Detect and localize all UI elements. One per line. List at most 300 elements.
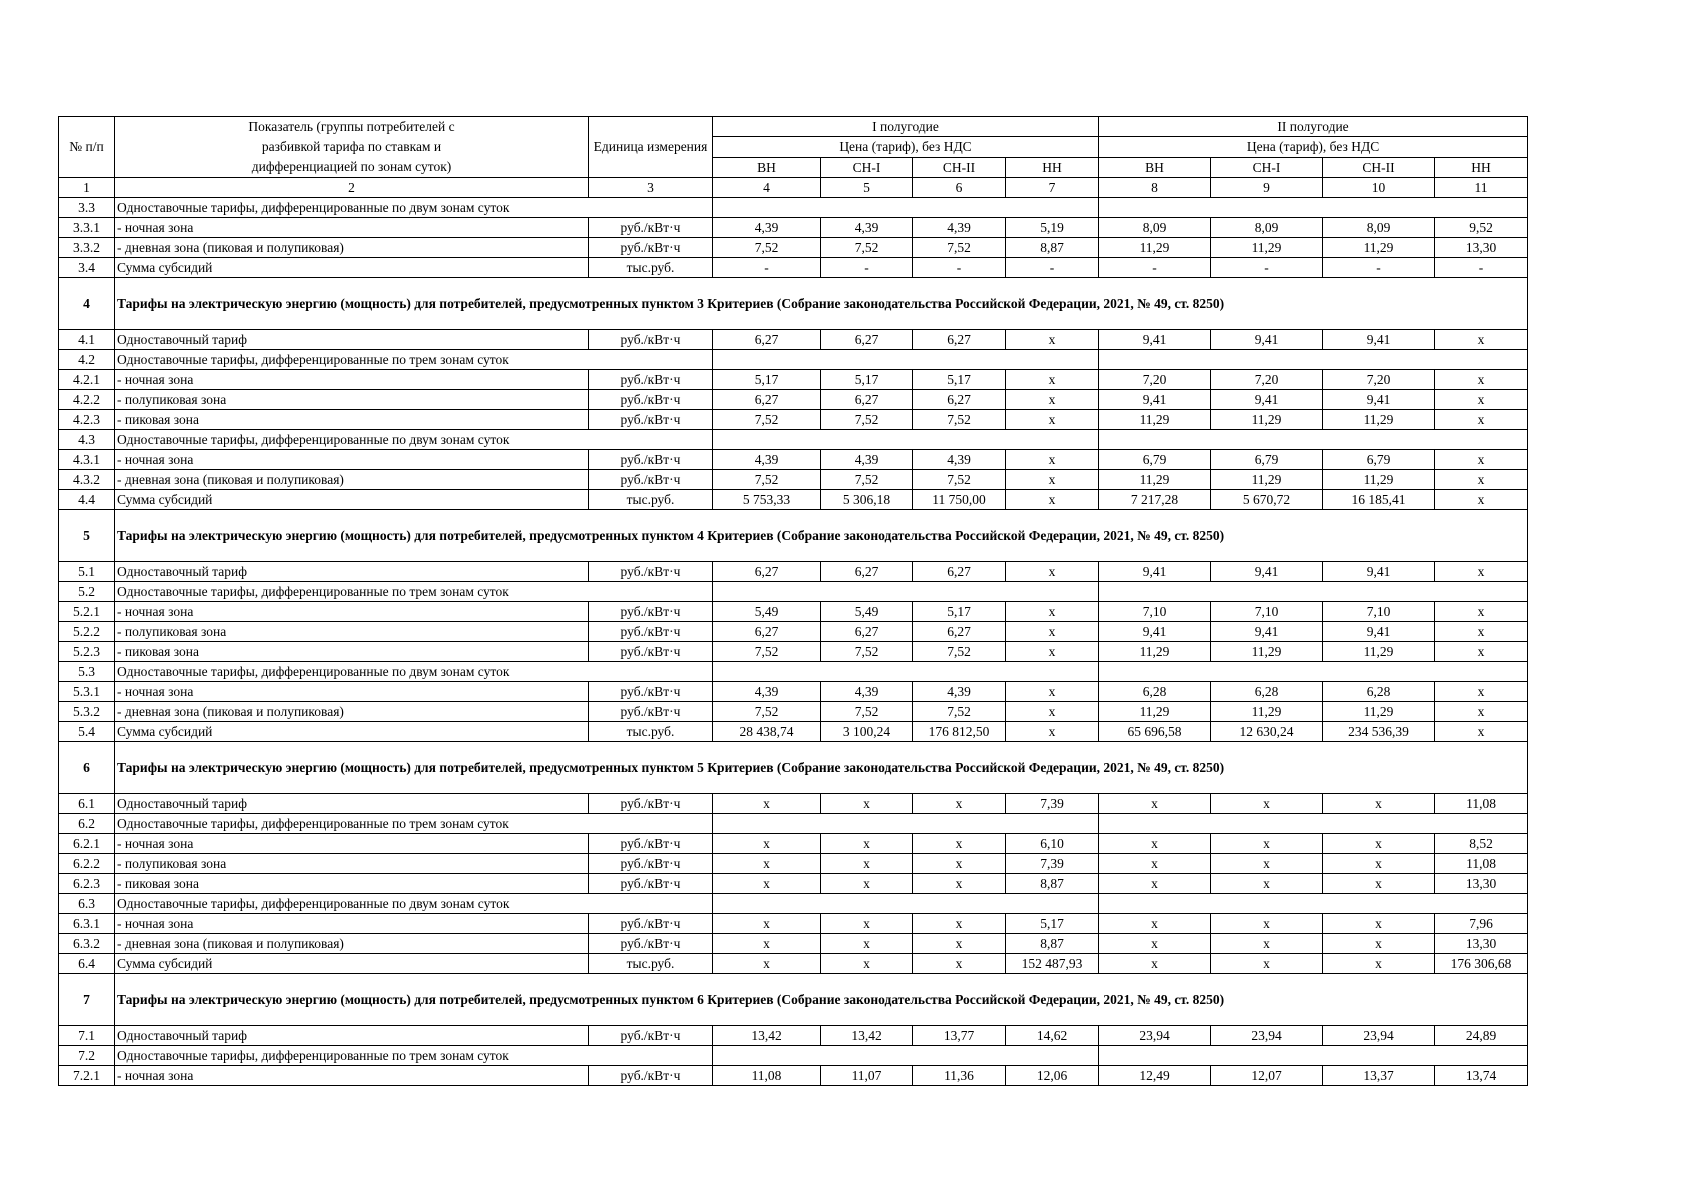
empty-cell [1099,1046,1528,1066]
value-cell: 12,07 [1211,1066,1323,1086]
row-unit: руб./кВт·ч [589,874,713,894]
row-number: 6.2.2 [59,854,115,874]
value-cell: - [713,258,821,278]
value-cell: 11,29 [1211,702,1323,722]
value-cell: 176 306,68 [1435,954,1528,974]
row-number: 4.2.1 [59,370,115,390]
value-cell: х [1435,602,1528,622]
value-cell: х [1006,390,1099,410]
row-number: 6.3.2 [59,934,115,954]
group-label: Одноставочные тарифы, дифференцированные по трем зонам суток [115,582,713,602]
col-number: 5 [821,178,913,198]
value-cell: х [913,934,1006,954]
row-number: 6.2 [59,814,115,834]
value-cell: х [821,874,913,894]
empty-cell [713,430,1099,450]
section-row [59,974,1528,1026]
row-number: 3.3 [59,198,115,218]
value-cell: 8,87 [1006,238,1099,258]
value-cell: х [1211,954,1323,974]
row-unit: руб./кВт·ч [589,602,713,622]
value-cell: х [821,834,913,854]
value-cell: 7,10 [1323,602,1435,622]
group-row [59,814,1528,834]
value-cell: х [1435,702,1528,722]
tariff-table [58,116,1528,1086]
value-cell: 4,39 [821,218,913,238]
section-row [59,510,1528,562]
value-cell: х [1211,834,1323,854]
empty-cell [1099,430,1528,450]
value-cell: 9,41 [1099,622,1211,642]
value-cell: 6,79 [1099,450,1211,470]
value-cell: - [1435,258,1528,278]
value-cell: х [821,934,913,954]
value-cell: 9,41 [1211,390,1323,410]
row-number: 6.2.1 [59,834,115,854]
header-price-2: Цена (тариф), без НДС [1099,137,1528,157]
value-cell: 11,29 [1099,642,1211,662]
value-cell: - [821,258,913,278]
row-number: 4.2.3 [59,410,115,430]
value-cell: х [1006,642,1099,662]
value-cell: 7,52 [713,410,821,430]
value-cell: - [1323,258,1435,278]
value-cell: 5,17 [913,602,1006,622]
row-unit: руб./кВт·ч [589,238,713,258]
value-cell: 9,41 [1211,330,1323,350]
value-cell: 7,20 [1323,370,1435,390]
row-number: 6.3.1 [59,914,115,934]
row-unit: руб./кВт·ч [589,622,713,642]
section-title: Тарифы на электрическую энергию (мощность) для потребителей, предусмотренных пунктом 3 Критериев (Собрание законодательства Российской Федерации, 2021, № 49, ст. 8250) [115,278,1528,330]
table-row [59,238,1528,258]
value-cell: 6,79 [1323,450,1435,470]
value-cell: 9,41 [1211,622,1323,642]
row-label: - ночная зона [115,370,589,390]
col-number: 9 [1211,178,1323,198]
value-cell: 13,42 [713,1026,821,1046]
value-cell: 7,52 [913,702,1006,722]
value-cell: х [1435,370,1528,390]
value-cell: 7,39 [1006,794,1099,814]
value-cell: 28 438,74 [713,722,821,742]
group-label: Одноставочные тарифы, дифференцированные по двум зонам суток [115,662,713,682]
section-title: Тарифы на электрическую энергию (мощность) для потребителей, предусмотренных пунктом 5 Критериев (Собрание законодательства Российской Федерации, 2021, № 49, ст. 8250) [115,742,1528,794]
table-row [59,834,1528,854]
table-row [59,954,1528,974]
row-label: Сумма субсидий [115,722,589,742]
value-cell: 4,39 [821,682,913,702]
row-number: 3.4 [59,258,115,278]
value-cell: 6,27 [821,562,913,582]
empty-cell [1099,582,1528,602]
row-unit: руб./кВт·ч [589,562,713,582]
value-cell: 65 696,58 [1099,722,1211,742]
header-level-sn1-2: СН-I [1211,157,1323,177]
value-cell: 4,39 [821,450,913,470]
value-cell: 11,29 [1323,470,1435,490]
table-row [59,218,1528,238]
value-cell: х [1435,330,1528,350]
value-cell: 7,52 [713,642,821,662]
value-cell: х [821,794,913,814]
row-label: - пиковая зона [115,642,589,662]
header-price-1: Цена (тариф), без НДС [713,137,1099,157]
value-cell: х [713,934,821,954]
col-number: 11 [1435,178,1528,198]
row-label: - полупиковая зона [115,390,589,410]
empty-cell [713,198,1099,218]
row-label: - дневная зона (пиковая и полупиковая) [115,470,589,490]
value-cell: х [913,834,1006,854]
value-cell: х [1435,622,1528,642]
value-cell: 11,29 [1323,410,1435,430]
row-unit: тыс.руб. [589,258,713,278]
value-cell: х [1323,834,1435,854]
header-level-nn-1: НН [1006,157,1099,177]
row-number: 5.2.1 [59,602,115,622]
value-cell: х [1435,470,1528,490]
value-cell: 234 536,39 [1323,722,1435,742]
section-title: Тарифы на электрическую энергию (мощность) для потребителей, предусмотренных пунктом 4 Критериев (Собрание законодательства Российской Федерации, 2021, № 49, ст. 8250) [115,510,1528,562]
table-row [59,914,1528,934]
row-label: Сумма субсидий [115,490,589,510]
value-cell: х [1006,562,1099,582]
value-cell: х [821,914,913,934]
row-unit: руб./кВт·ч [589,682,713,702]
value-cell: 8,09 [1099,218,1211,238]
value-cell: х [1006,470,1099,490]
value-cell: х [1435,562,1528,582]
table-row [59,1026,1528,1046]
value-cell: х [1099,954,1211,974]
section-number: 7 [59,974,115,1026]
row-number: 5.2.3 [59,642,115,662]
row-number: 3.3.2 [59,238,115,258]
row-number: 7.2 [59,1046,115,1066]
value-cell: х [713,914,821,934]
value-cell: 11,29 [1099,238,1211,258]
table-row [59,330,1528,350]
value-cell: х [1006,722,1099,742]
empty-cell [1099,814,1528,834]
row-number: 5.3.2 [59,702,115,722]
value-cell: 8,09 [1211,218,1323,238]
value-cell: 7,52 [821,410,913,430]
value-cell: х [1211,874,1323,894]
value-cell: 7,52 [913,470,1006,490]
value-cell: 9,41 [1211,562,1323,582]
value-cell: х [713,954,821,974]
row-number: 5.3.1 [59,682,115,702]
value-cell: х [1006,370,1099,390]
value-cell: 13,30 [1435,934,1528,954]
row-number: 3.3.1 [59,218,115,238]
row-label: - ночная зона [115,602,589,622]
table-row [59,450,1528,470]
empty-cell [713,814,1099,834]
row-unit: руб./кВт·ч [589,854,713,874]
value-cell: х [1006,602,1099,622]
section-number: 6 [59,742,115,794]
value-cell: 6,27 [913,330,1006,350]
value-cell: 6,28 [1211,682,1323,702]
header-half2: II полугодие [1099,117,1528,137]
group-label: Одноставочные тарифы, дифференцированные по трем зонам суток [115,814,713,834]
value-cell: х [1006,410,1099,430]
row-label: Сумма субсидий [115,954,589,974]
row-label: - дневная зона (пиковая и полупиковая) [115,934,589,954]
value-cell: 8,87 [1006,934,1099,954]
group-row [59,1046,1528,1066]
row-unit: руб./кВт·ч [589,330,713,350]
value-cell: х [713,874,821,894]
row-label: Одноставочный тариф [115,1026,589,1046]
table-header [59,117,1528,198]
value-cell: 8,09 [1323,218,1435,238]
section-row [59,742,1528,794]
table-row [59,490,1528,510]
value-cell: х [1323,874,1435,894]
table-row [59,642,1528,662]
value-cell: 6,27 [713,330,821,350]
value-cell: х [1099,934,1211,954]
row-unit: руб./кВт·ч [589,470,713,490]
table-row [59,258,1528,278]
value-cell: х [713,854,821,874]
table-row [59,702,1528,722]
value-cell: 16 185,41 [1323,490,1435,510]
row-number: 6.3 [59,894,115,914]
row-number: 5.4 [59,722,115,742]
value-cell: 11,08 [1435,854,1528,874]
value-cell: 11,08 [713,1066,821,1086]
value-cell: 7,10 [1211,602,1323,622]
section-title: Тарифы на электрическую энергию (мощность) для потребителей, предусмотренных пунктом 6 Критериев (Собрание законодательства Российской Федерации, 2021, № 49, ст. 8250) [115,974,1528,1026]
row-label: - ночная зона [115,682,589,702]
value-cell: 6,27 [913,390,1006,410]
row-label: - ночная зона [115,914,589,934]
row-number: 5.2.2 [59,622,115,642]
row-unit: руб./кВт·ч [589,702,713,722]
value-cell: 9,41 [1323,562,1435,582]
value-cell: 11,29 [1099,702,1211,722]
value-cell: 6,27 [913,622,1006,642]
header-level-sn1-1: СН-I [821,157,913,177]
value-cell: - [913,258,1006,278]
value-cell: 7,52 [913,642,1006,662]
row-label: Одноставочный тариф [115,330,589,350]
row-number: 4.3 [59,430,115,450]
value-cell: 4,39 [913,450,1006,470]
empty-cell [1099,198,1528,218]
row-number: 7.1 [59,1026,115,1046]
value-cell: х [1323,934,1435,954]
row-label: - ночная зона [115,450,589,470]
table-row [59,370,1528,390]
header-level-nn-2: НН [1435,157,1528,177]
empty-cell [713,1046,1099,1066]
value-cell: х [1006,682,1099,702]
row-unit: руб./кВт·ч [589,390,713,410]
section-number: 4 [59,278,115,330]
group-label: Одноставочные тарифы, дифференцированные по трем зонам суток [115,350,713,370]
row-number: 4.3.2 [59,470,115,490]
section-number: 5 [59,510,115,562]
value-cell: х [1006,330,1099,350]
value-cell: х [1323,954,1435,974]
row-number: 6.1 [59,794,115,814]
value-cell: х [821,954,913,974]
header-level-vn-1: ВН [713,157,821,177]
table-row [59,874,1528,894]
value-cell: х [1006,622,1099,642]
value-cell: х [1435,490,1528,510]
value-cell: 7,52 [913,238,1006,258]
value-cell: - [1211,258,1323,278]
value-cell: х [1323,794,1435,814]
value-cell: 11,36 [913,1066,1006,1086]
row-number: 4.3.1 [59,450,115,470]
row-unit: руб./кВт·ч [589,1066,713,1086]
value-cell: 5,17 [713,370,821,390]
table-row [59,722,1528,742]
column-number-row [59,178,1528,198]
value-cell: 5 670,72 [1211,490,1323,510]
value-cell: х [1435,642,1528,662]
value-cell: - [1006,258,1099,278]
value-cell: х [1006,702,1099,722]
value-cell: - [1099,258,1211,278]
col-number: 7 [1006,178,1099,198]
table-row [59,934,1528,954]
row-unit: руб./кВт·ч [589,450,713,470]
value-cell: 4,39 [913,682,1006,702]
row-unit: руб./кВт·ч [589,1026,713,1046]
value-cell: х [821,854,913,874]
row-label: - пиковая зона [115,410,589,430]
value-cell: 5 753,33 [713,490,821,510]
value-cell: 24,89 [1435,1026,1528,1046]
group-label: Одноставочные тарифы, дифференцированные по двум зонам суток [115,894,713,914]
value-cell: 176 812,50 [913,722,1006,742]
value-cell: 13,42 [821,1026,913,1046]
value-cell: 7,52 [821,470,913,490]
row-number: 4.4 [59,490,115,510]
table-row [59,562,1528,582]
value-cell: 13,30 [1435,874,1528,894]
table-row [59,622,1528,642]
value-cell: х [713,834,821,854]
row-number: 5.2 [59,582,115,602]
value-cell: 7,52 [713,470,821,490]
row-unit: руб./кВт·ч [589,934,713,954]
row-label: - дневная зона (пиковая и полупиковая) [115,702,589,722]
value-cell: 7 217,28 [1099,490,1211,510]
value-cell: 13,30 [1435,238,1528,258]
group-row [59,198,1528,218]
col-number: 8 [1099,178,1211,198]
value-cell: 6,27 [713,390,821,410]
col-number: 6 [913,178,1006,198]
empty-cell [713,350,1099,370]
value-cell: х [913,854,1006,874]
value-cell: х [1006,450,1099,470]
col-number: 2 [115,178,589,198]
value-cell: х [913,954,1006,974]
empty-cell [1099,894,1528,914]
value-cell: 11,29 [1323,238,1435,258]
row-label: Одноставочный тариф [115,562,589,582]
value-cell: 7,10 [1099,602,1211,622]
value-cell: 11,08 [1435,794,1528,814]
value-cell: 8,87 [1006,874,1099,894]
empty-cell [713,662,1099,682]
row-unit: руб./кВт·ч [589,370,713,390]
value-cell: 7,52 [821,702,913,722]
empty-cell [713,582,1099,602]
row-label: Одноставочный тариф [115,794,589,814]
col-number: 4 [713,178,821,198]
table-body [59,198,1528,1086]
value-cell: 11,29 [1099,470,1211,490]
col-number: 3 [589,178,713,198]
table-row [59,682,1528,702]
value-cell: 6,27 [821,622,913,642]
value-cell: 6,27 [713,622,821,642]
col-number: 10 [1323,178,1435,198]
group-row [59,894,1528,914]
value-cell: 4,39 [713,218,821,238]
header-level-vn-2: ВН [1099,157,1211,177]
value-cell: х [913,874,1006,894]
value-cell: 9,52 [1435,218,1528,238]
table-row [59,794,1528,814]
value-cell: 11,29 [1099,410,1211,430]
table-row [59,854,1528,874]
value-cell: 152 487,93 [1006,954,1099,974]
value-cell: х [1435,722,1528,742]
value-cell: 6,10 [1006,834,1099,854]
value-cell: 3 100,24 [821,722,913,742]
value-cell: 23,94 [1099,1026,1211,1046]
header-unit: Единица измерения [589,117,713,178]
value-cell: 6,79 [1211,450,1323,470]
value-cell: х [1323,854,1435,874]
value-cell: х [1099,834,1211,854]
value-cell: 6,27 [713,562,821,582]
value-cell: 7,20 [1211,370,1323,390]
value-cell: 7,20 [1099,370,1211,390]
row-number: 5.3 [59,662,115,682]
col-number: 1 [59,178,115,198]
value-cell: 7,52 [821,238,913,258]
value-cell: 6,27 [821,330,913,350]
value-cell: 11,29 [1211,410,1323,430]
value-cell: 4,39 [713,450,821,470]
value-cell: х [1099,794,1211,814]
value-cell: х [1211,794,1323,814]
value-cell: 7,52 [713,702,821,722]
row-unit: тыс.руб. [589,490,713,510]
value-cell: х [1435,390,1528,410]
table-row [59,410,1528,430]
value-cell: 14,62 [1006,1026,1099,1046]
value-cell: 12,06 [1006,1066,1099,1086]
header-level-sn2-2: СН-II [1323,157,1435,177]
header-half1: I полугодие [713,117,1099,137]
